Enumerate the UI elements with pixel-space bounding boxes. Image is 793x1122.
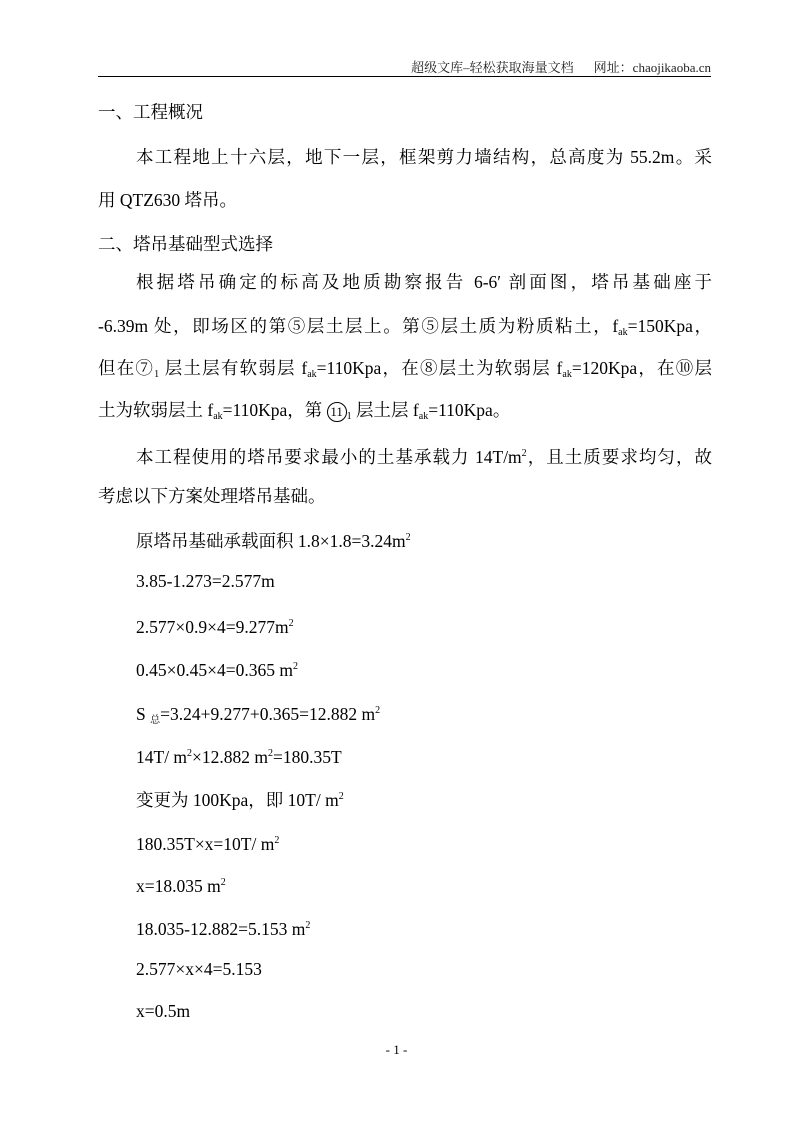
text-line (136, 872, 226, 897)
text-line (136, 743, 342, 768)
subscript-text: ak (307, 369, 317, 380)
text-line (98, 233, 273, 255)
text-line (98, 101, 203, 123)
text-segment: 本工程使用的塔吊要求最小的土基承载力 14T/m (136, 447, 522, 467)
text-line (136, 570, 275, 592)
text-segment: 一、工程概况 (98, 102, 203, 122)
text-line (136, 700, 380, 732)
text-segment: 用 QTZ630 塔吊。 (98, 190, 238, 210)
text-line (98, 189, 237, 211)
text-segment: x=18.035 m (136, 876, 221, 896)
text-segment: =3.24+9.277+0.365=12.882 m (160, 704, 376, 724)
header-url: 网址：chaojikaoba.cn (593, 60, 711, 75)
text-segment: 18.035-12.882=5.153 m (136, 919, 306, 939)
text-segment: =150Kpa， (627, 316, 712, 336)
text-line (136, 915, 310, 940)
circled-number: 11 (327, 402, 347, 422)
supscript-text: 2 (268, 748, 274, 759)
text-segment: 2.577×x×4=5.153 (136, 959, 262, 979)
text-segment: 层土层有软弱层 f (159, 358, 308, 378)
text-line (136, 613, 294, 638)
text-segment: 2.577×0.9×4=9.277m (136, 617, 289, 637)
supscript-text: 2 (220, 877, 226, 888)
text-line (98, 315, 712, 344)
text-segment: =180.35T (273, 747, 342, 767)
supscript-text: 2 (288, 618, 294, 629)
text-segment: -6.39m 处，即场区的第⑤层土层上。第⑤层土质为粉质粘土，f (98, 316, 619, 336)
text-line (98, 357, 712, 386)
subscript-text: ak (213, 411, 223, 422)
text-segment: x=0.5m (136, 1001, 191, 1021)
text-line (98, 485, 326, 507)
text-segment: S (136, 704, 151, 724)
supscript-text: 2 (521, 448, 527, 459)
text-segment: 但在⑦ (98, 358, 155, 378)
supscript-text: 2 (274, 835, 280, 846)
text-line (136, 786, 344, 811)
text-segment: 14T/ m (136, 747, 188, 767)
text-segment: =110Kpa，在⑧层土为软弱层 f (316, 358, 563, 378)
supscript-text: 2 (375, 705, 381, 716)
supscript-text: 2 (405, 532, 411, 543)
text-line (136, 1000, 190, 1022)
text-line (136, 958, 262, 980)
supscript-text: 2 (338, 791, 344, 802)
subscript-text: 1 (346, 411, 352, 422)
text-segment: 变更为 100Kpa，即 10T/ m (136, 790, 339, 810)
supscript-text: 2 (292, 661, 298, 672)
text-segment: ×12.882 m (192, 747, 269, 767)
text-segment: 原塔吊基础承载面积 1.8×1.8=3.24m (136, 531, 406, 551)
subscript-text: ak (418, 411, 429, 422)
subscript-text: 总 (150, 715, 161, 726)
page-header (98, 57, 711, 77)
text-segment: =110Kpa，第 (222, 400, 327, 420)
text-segment: 考虑以下方案处理塔吊基础。 (98, 486, 326, 506)
page-number: - 1 - (385, 1042, 408, 1057)
header-site-name: 超级文库–轻松获取海量文档 (411, 60, 574, 75)
text-segment: 土为软弱层土 f (98, 400, 214, 420)
text-segment: 3.85-1.273=2.577m (136, 571, 275, 591)
text-segment: 层土层 f (351, 400, 419, 420)
supscript-text: 2 (187, 748, 193, 759)
text-line (136, 830, 279, 855)
text-segment: 180.35T×x=10T/ m (136, 834, 275, 854)
text-segment: =110Kpa。 (428, 400, 511, 420)
text-segment: =120Kpa，在⑩层 (571, 358, 712, 378)
text-line (136, 271, 712, 293)
text-segment: 根据塔吊确定的标高及地质勘察报告 6-6′ 剖面图，塔吊基础座于 (136, 272, 712, 292)
text-segment: 二、塔吊基础型式选择 (98, 234, 273, 254)
text-line (136, 443, 712, 468)
text-line (136, 656, 298, 681)
subscript-text: ak (562, 369, 572, 380)
text-segment: ，且土质要求均匀，故 (526, 447, 713, 467)
subscript-text: 1 (154, 369, 160, 380)
text-segment: 本工程地上十六层，地下一层，框架剪力墙结构，总高度为 55.2m。采 (136, 147, 712, 167)
text-segment: 0.45×0.45×4=0.365 m (136, 660, 293, 680)
subscript-text: ak (618, 327, 628, 338)
text-line (136, 527, 411, 552)
supscript-text: 2 (305, 920, 311, 931)
text-line (136, 146, 712, 168)
text-line (98, 399, 510, 428)
